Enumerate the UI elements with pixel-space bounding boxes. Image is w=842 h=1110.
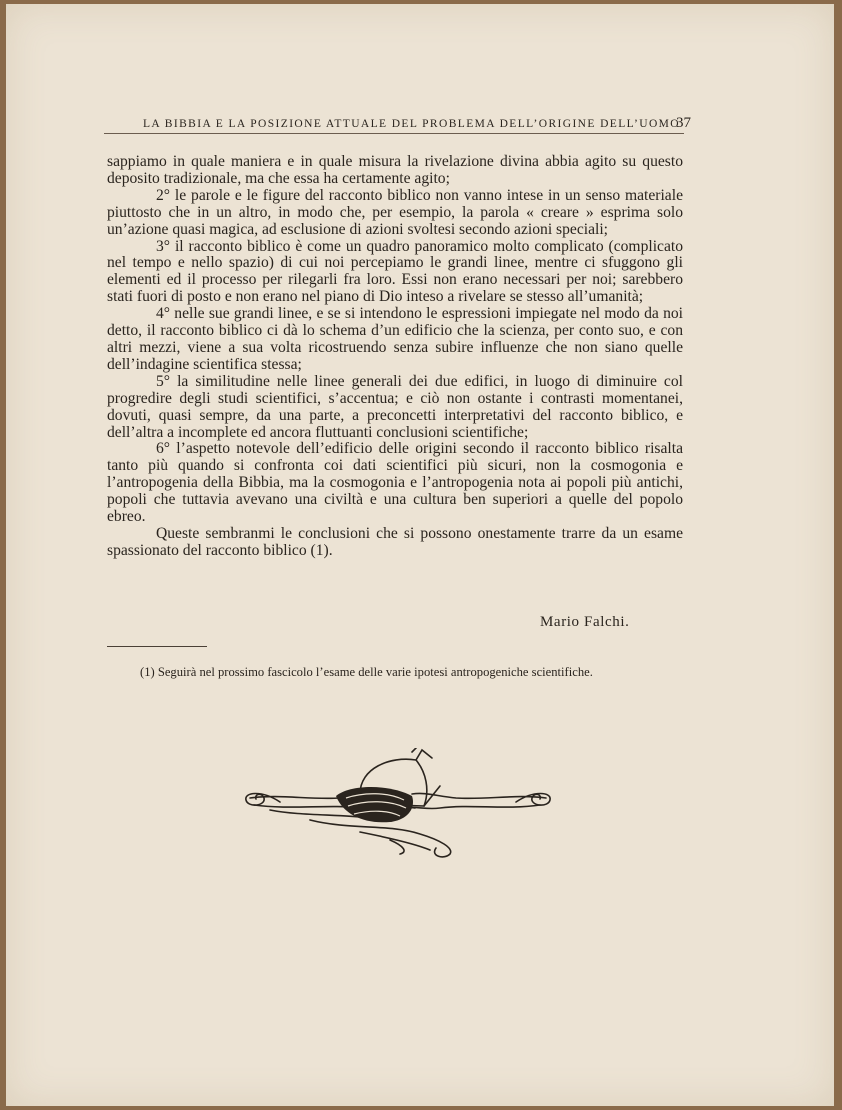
footnote-rule [107, 646, 207, 647]
body-text [107, 154, 683, 560]
paragraph-4: 4° nelle sue grandi linee, e se si intendono le espressioni impiegate nel modo da noi detto, il racconto biblico ci dà lo schema d’un edificio che la scienza, per conto suo, e con altri mezzi, viene a sua volta ricostruendo senza subire influenze che non siano quelle dell’indagine scientifica stessa; [107, 305, 683, 373]
paragraph-1: sappiamo in quale maniera e in quale misura la rivelazione divina abbia agito su questo deposito tradizionale, ma che essa ha certamente agito; [107, 153, 683, 187]
page-number: 37 [676, 115, 691, 131]
footnote: (1) Seguirà nel prossimo fascicolo l’esame delle varie ipotesi antropogeniche scientifiche. [140, 665, 593, 679]
paragraph-3: 3° il racconto biblico è come un quadro panoramico molto complicato (complicato nel tempo e nello spazio) di cui noi percepiamo le grandi linee, mentre ci sfuggono gli elementi ed il processo per rilegarli fra loro. Essi non erano necessari per noi; sarebbero stati fuori di posto e non erano nel piano di Dio inteso a rivelare se stesso all’umanità; [107, 237, 683, 306]
paragraph-7: Queste sembranmi le conclusioni che si possono onestamente trarre da un esame spassionato del racconto biblico (1). [107, 524, 683, 559]
ship-on-waves-ornament [240, 748, 556, 864]
header-rule [104, 133, 684, 134]
paragraph-6: 6° l’aspetto notevole dell’edificio delle origini secondo il racconto biblico risalta tanto più quando si confronta coi dati scientifici più sicuri, non la cosmogonia e l’antropogenia della Bibbia, ma la cosmogonia e l’antropogenia nota ai popoli più antichi, popoli che tuttavia avevano una civiltà e una cultura ben superiori a quelle del popolo ebreo. [107, 440, 683, 526]
running-title: LA BIBBIA E LA POSIZIONE ATTUALE DEL PROBLEMA DELL’ORIGINE DELL’UOMO [143, 118, 680, 130]
paragraph-5: 5° la similitudine nelle linee generali dei due edifici, in luogo di diminuire col progredire degli studi scientifici, s’accentua; e ciò non ostante i contrasti momentanei, dovuti, quasi sempre, da una parte, a preconcetti interpretativi del racconto biblico, e dell’altra a incomplete ed ancora fluttuanti conclusioni scientifiche; [107, 372, 683, 441]
paragraph-2: 2° le parole e le figure del racconto biblico non vanno intese in un senso materiale piuttosto che in un altro, in modo che, per esempio, la parola « creare » esprima solo un’azione quasi magica, ad esclusione di azioni svoltesi secondo azioni speciali; [107, 186, 683, 238]
author-signature: Mario Falchi. [540, 614, 630, 630]
